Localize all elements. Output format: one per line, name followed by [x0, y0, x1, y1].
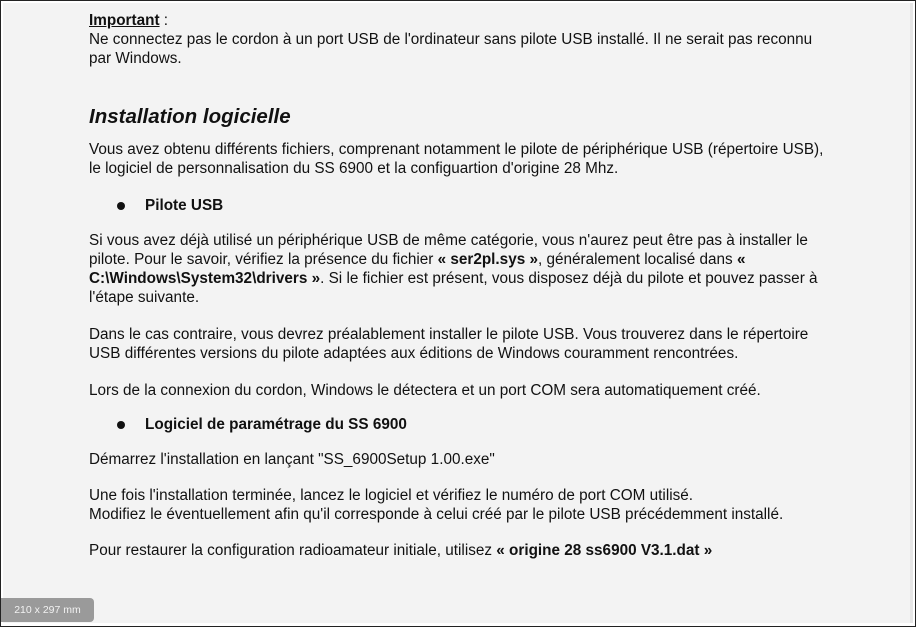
restore-filename: « origine 28 ss6900 V3.1.dat »: [496, 542, 713, 559]
important-text: Ne connectez pas le cordon à un port USB de l'ordinateur sans pilote USB installé. Il ne serait pas reconnu par Windows.: [89, 31, 813, 67]
bullet-logiciel: [89, 415, 829, 435]
scrollbar[interactable]: [910, 3, 913, 623]
else-paragraph: Dans le cas contraire, vous devrez préalablement installer le pilote USB. Vous trouverez dans le répertoire USB différentes versions du pilote adaptées aux éditions de Windows couramment rencontrées.: [89, 326, 809, 362]
after-text-1: Une fois l'installation terminée, lancez le logiciel et vérifiez le numéro de port COM utilisé.: [89, 487, 694, 504]
bullet-icon: [117, 421, 125, 429]
driver-text-3: . Si le fichier est présent, vous disposez déjà du pilote et pouvez passer à l'étape suivante.: [89, 270, 818, 306]
important-label: Important: [89, 12, 160, 29]
intro-paragraph: Vous avez obtenu différents fichiers, comprenant notamment le pilote de périphérique USB (répertoire USB), le logiciel de personnalisation du SS 6900 et la configuartion d'origine 28 Mhz.: [89, 141, 824, 177]
bullet-icon: [117, 202, 125, 210]
driver-text-2: , généralement localisé dans: [537, 251, 737, 268]
connect-paragraph: Lors de la connexion du cordon, Windows le détectera et un port COM sera automatiquement créé.: [89, 382, 761, 399]
driver-text-1: Si vous avez déjà utilisé un périphérique USB de même catégorie, vous n'aurez peut être pas à installer le pilote. Pour le savoir, vérifiez la présence du fichier: [89, 232, 808, 268]
section-title: Installation logicielle: [89, 105, 291, 128]
page-size-indicator: 210 x 297 mm: [1, 598, 94, 622]
restore-text: Pour restaurer la configuration radioamateur initiale, utilisez: [89, 542, 497, 559]
important-colon: :: [159, 12, 169, 29]
bullet-label: Logiciel de paramétrage du SS 6900: [145, 416, 407, 433]
document-page: [3, 3, 912, 623]
bullet-pilote-usb: [89, 196, 829, 216]
driver-path: « C:\Windows\System32\drivers »: [89, 251, 746, 287]
bullet-label: Pilote USB: [145, 197, 224, 214]
driver-filename: « ser2pl.sys »: [437, 251, 538, 268]
important-note: [89, 11, 829, 68]
restore-paragraph: [89, 541, 829, 560]
driver-paragraph: [89, 231, 829, 307]
start-paragraph: Démarrez l'installation en lançant "SS_6900Setup 1.00.exe": [89, 451, 495, 468]
after-text-2: Modifiez le éventuellement afin qu'il corresponde à celui créé par le pilote USB précédemment installé.: [89, 506, 784, 523]
after-paragraph: [89, 486, 829, 524]
page-content: [89, 11, 829, 560]
